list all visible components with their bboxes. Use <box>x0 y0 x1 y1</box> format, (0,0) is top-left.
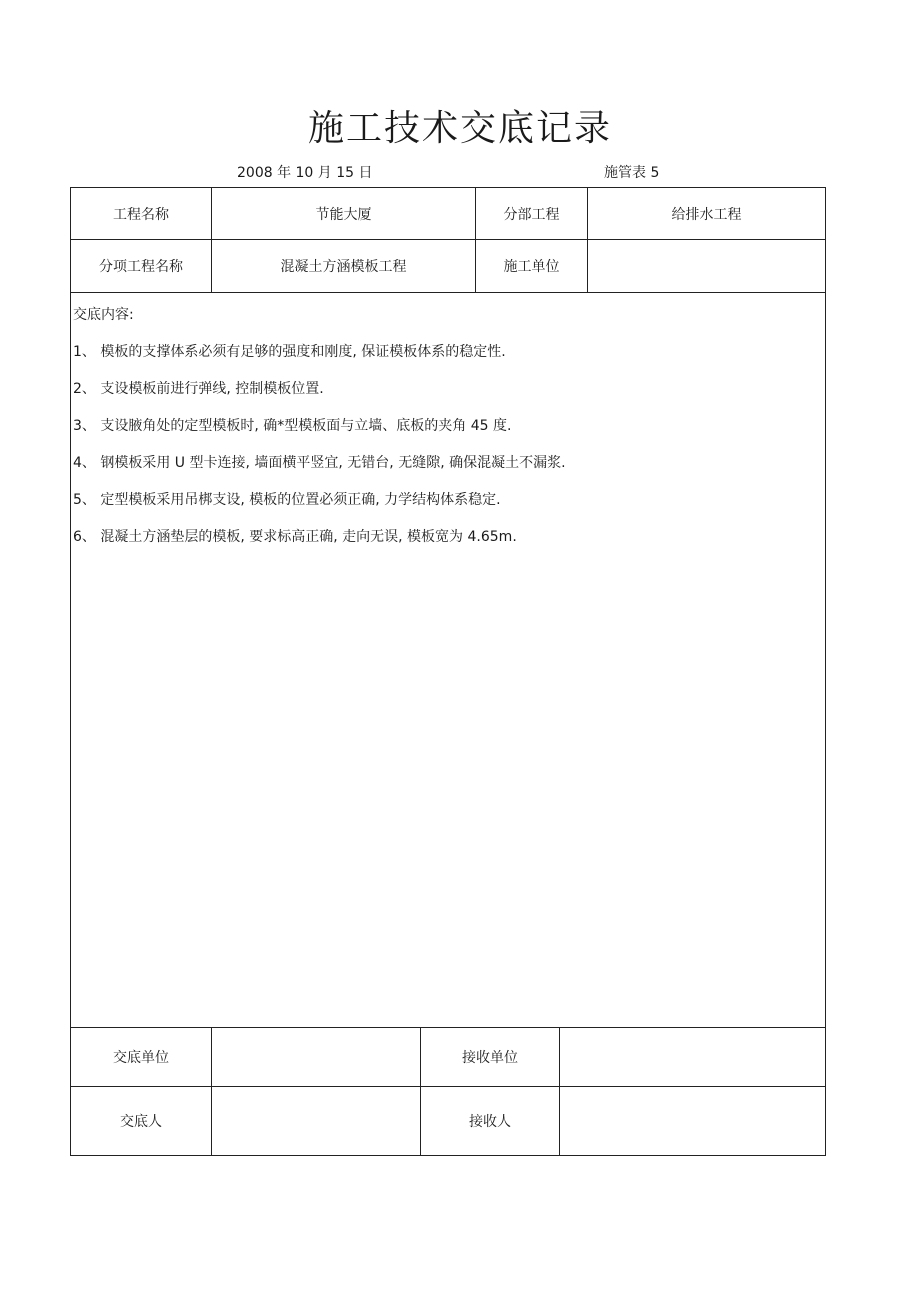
record-table <box>70 187 826 1156</box>
contractor-label: 施工单位 <box>503 259 560 275</box>
contractor-value <box>588 240 825 292</box>
record-date: 2008 年 10 月 15 日 <box>237 165 373 181</box>
division-label: 分部工程 <box>503 206 560 223</box>
row-divider <box>71 292 825 293</box>
issuer-person-label: 交底人 <box>120 1114 162 1130</box>
list-item: 1、 模板的支撑体系必须有足够的强度和刚度, 保证模板体系的稳定性. <box>73 344 506 360</box>
subitem-value: 混凝土方涵模板工程 <box>280 259 407 275</box>
list-item: 6、 混凝土方涵垫层的模板, 要求标高正确, 走向无误, 模板宽为 4.65m. <box>73 529 517 545</box>
issuer-person-value <box>212 1087 420 1155</box>
list-item: 3、 支设腋角处的定型模板时, 确*型模板面与立墙、底板的夹角 45 度. <box>73 418 512 434</box>
list-item: 5、 定型模板采用吊梆支设, 模板的位置必须正确, 力学结构体系稳定. <box>73 492 501 508</box>
receiver-person-label: 接收人 <box>469 1114 511 1130</box>
division-value: 给排水工程 <box>671 206 742 223</box>
issuer-unit-label: 交底单位 <box>113 1050 169 1066</box>
list-item: 2、 支设模板前进行弹线, 控制模板位置. <box>73 381 324 397</box>
page-title: 施工技术交底记录 <box>307 108 612 149</box>
receiver-person-value <box>560 1087 825 1155</box>
receiver-unit-value <box>560 1028 825 1086</box>
form-code: 施管表 5 <box>604 165 660 181</box>
subitem-label: 分项工程名称 <box>99 259 183 275</box>
issuer-unit-value <box>212 1028 420 1086</box>
receiver-unit-label: 接收单位 <box>462 1050 518 1066</box>
project-name-label: 工程名称 <box>113 206 169 223</box>
list-item: 4、 钢模板采用 U 型卡连接, 墙面横平竖宜, 无错台, 无缝隙, 确保混凝土不漏浆. <box>73 455 566 471</box>
content-label: 交底内容: <box>73 307 134 323</box>
project-name-value: 节能大厦 <box>315 206 372 223</box>
